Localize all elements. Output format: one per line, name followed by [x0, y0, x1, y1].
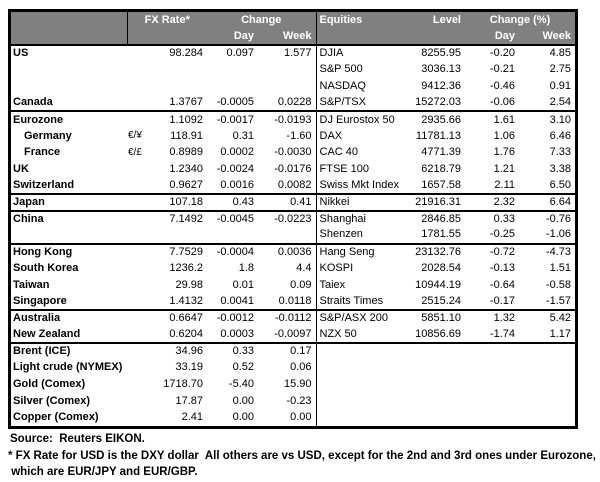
fx-day-change	[207, 227, 258, 244]
equity-name: KOSPI	[316, 260, 402, 277]
currency-pair	[127, 95, 151, 112]
currency-pair	[127, 178, 151, 195]
fx-week-change: -0.0223	[258, 211, 316, 228]
row-label	[11, 78, 127, 95]
equity-week-change: 5.42	[519, 310, 575, 327]
row-label: UK	[13, 162, 29, 175]
equity-week-change: 6.64	[519, 194, 575, 211]
currency-pair	[127, 78, 151, 95]
fx-rate-value: 33.19	[175, 361, 203, 374]
fx-rate-value: 1.3767	[169, 95, 203, 108]
equity-level	[402, 409, 465, 426]
table-row	[11, 244, 575, 261]
currency-pair	[127, 277, 151, 294]
equity-level: 11781.13	[415, 129, 461, 142]
equity-level: 6218.79	[421, 162, 461, 175]
equity-level	[402, 360, 465, 377]
row-label	[11, 62, 127, 79]
equity-level: 5851.10	[402, 310, 465, 327]
currency-pair	[127, 260, 151, 277]
equity-week-change: -1.57	[545, 294, 571, 307]
currency-pair	[127, 409, 151, 426]
fx-day-change: 0.00	[232, 394, 254, 407]
table-row	[11, 376, 575, 393]
table-row	[11, 360, 575, 377]
fx-week-change: -0.0176	[274, 162, 312, 175]
header-fx-week: Week	[258, 28, 316, 45]
fx-week-change: 0.0036	[258, 244, 316, 261]
equity-name: Hang Seng	[316, 244, 402, 261]
equity-name: Nikkei	[316, 194, 402, 211]
equity-level: 10856.69	[415, 327, 461, 340]
equity-day-change	[465, 360, 519, 377]
row-label: South Korea	[13, 262, 79, 275]
row-label: Canada	[13, 95, 53, 108]
fx-week-change: 0.41	[258, 194, 316, 211]
equity-week-change: 6.50	[549, 178, 571, 191]
fx-equities-table-body	[11, 45, 575, 426]
equity-week-change: -1.06	[545, 228, 571, 241]
equity-week-change: 3.38	[549, 162, 571, 175]
table-row	[11, 62, 575, 79]
currency-pair	[127, 194, 151, 211]
equity-name: S&P/TSX	[316, 95, 402, 112]
header-fx-day: Day	[207, 28, 258, 45]
fx-rate-value: 1.1092	[151, 111, 207, 128]
currency-pair	[127, 211, 151, 228]
row-label: US	[11, 45, 127, 62]
equity-name: CAC 40	[316, 144, 402, 161]
header-blank-cell	[402, 28, 465, 45]
fx-rate-value: 118.91	[170, 129, 203, 142]
fx-day-change: 0.01	[232, 278, 254, 291]
fx-equities-table	[11, 12, 575, 426]
currency-pair	[127, 376, 151, 393]
equity-level	[402, 343, 465, 360]
equity-level: 2028.54	[421, 262, 461, 275]
equity-level: 4771.39	[421, 146, 461, 159]
equity-week-change	[519, 393, 575, 410]
fx-rate-value: 1.2340	[169, 162, 203, 175]
equity-week-change: 1.51	[549, 262, 571, 275]
fx-rate-value	[151, 227, 207, 244]
table-row	[11, 260, 575, 277]
table-header	[11, 12, 575, 45]
equity-week-change: 6.46	[549, 129, 571, 142]
equity-level: 21916.31	[402, 194, 465, 211]
header-row-1	[11, 12, 575, 28]
equity-day-change: 1.21	[493, 162, 515, 175]
row-label: Eurozone	[11, 111, 127, 128]
equity-day-change: 1.61	[465, 111, 519, 128]
equity-level: 2515.24	[421, 294, 461, 307]
equity-week-change: 0.91	[549, 79, 571, 92]
currency-pair	[127, 45, 151, 62]
equity-week-change	[519, 343, 575, 360]
equity-week-change	[519, 409, 575, 426]
currency-pair	[127, 327, 151, 344]
fx-week-change: 0.0082	[277, 178, 312, 191]
equity-week-change	[519, 376, 575, 393]
fx-day-change: 0.0002	[220, 146, 254, 159]
fx-week-change	[258, 227, 316, 244]
equity-day-change	[465, 343, 519, 360]
equity-name: DJ Eurostox 50	[316, 111, 402, 128]
fx-rate-value: 1.4132	[169, 294, 203, 307]
table-row	[11, 178, 575, 195]
table-row	[11, 45, 575, 62]
equity-name	[316, 409, 402, 426]
fx-week-change: 0.0118	[278, 294, 312, 307]
header-equity-change-pct: Change (%)	[465, 12, 575, 28]
fx-week-change: -1.60	[286, 129, 312, 142]
table-row	[11, 111, 575, 128]
currency-pair	[127, 227, 151, 244]
header-row-2	[11, 28, 575, 45]
header-blank-cell	[316, 28, 402, 45]
fx-rate-value: 0.6204	[169, 327, 203, 340]
row-label: Copper (Comex)	[13, 411, 99, 424]
fx-day-change: 0.52	[232, 361, 254, 374]
fx-week-change: -0.0030	[274, 146, 312, 159]
fx-week-change: 0.06	[290, 361, 312, 374]
table-row	[11, 161, 575, 178]
table-row	[11, 409, 575, 426]
equity-week-change: 3.10	[519, 111, 575, 128]
row-label: Singapore	[13, 294, 67, 307]
table-row	[11, 393, 575, 410]
currency-pair: €/£	[128, 146, 142, 158]
fx-day-change	[207, 62, 258, 79]
equity-week-change: 1.17	[549, 327, 571, 340]
currency-pair	[127, 393, 151, 410]
equity-day-change	[465, 393, 519, 410]
fx-day-change: 0.0003	[220, 327, 254, 340]
table-row	[11, 293, 575, 310]
table-row	[11, 343, 575, 360]
currency-pair	[127, 244, 151, 261]
table-row	[11, 95, 575, 112]
equity-day-change	[465, 376, 519, 393]
fx-rate-value: 0.6647	[151, 310, 207, 327]
fx-day-change: 0.00	[232, 411, 254, 424]
fx-day-change: -0.0017	[207, 111, 258, 128]
equity-name: Taiex	[316, 277, 402, 294]
row-label: China	[11, 211, 127, 228]
currency-pair: €/¥	[128, 130, 142, 142]
fx-day-change: 0.33	[207, 343, 258, 360]
currency-pair	[127, 360, 151, 377]
equity-level: 23132.76	[402, 244, 465, 261]
equity-name: Swiss Mkt Index	[316, 178, 402, 195]
equity-day-change: -0.13	[489, 262, 515, 275]
fx-rate-value: 1718.70	[163, 378, 203, 391]
fx-day-change: -0.0024	[216, 162, 254, 175]
fx-week-change	[258, 78, 316, 95]
table-row	[11, 310, 575, 327]
table-row	[11, 277, 575, 294]
equity-day-change: 1.76	[493, 146, 515, 159]
equity-level	[402, 393, 465, 410]
equity-week-change: 2.75	[549, 63, 571, 76]
fx-day-change: 0.43	[207, 194, 258, 211]
equity-level: 9412.36	[421, 79, 461, 92]
table-row	[11, 227, 575, 244]
row-label: New Zealand	[13, 327, 81, 340]
equity-day-change: -1.74	[489, 327, 515, 340]
equity-name: S&P 500	[316, 62, 402, 79]
fx-day-change	[207, 78, 258, 95]
equity-name	[316, 376, 402, 393]
fx-week-change: 0.00	[290, 411, 312, 424]
equity-name: Straits Times	[316, 293, 402, 310]
fx-rate-value	[151, 78, 207, 95]
equity-week-change: -0.58	[545, 278, 571, 291]
fx-footnote	[8, 448, 600, 480]
equity-week-change: -4.73	[519, 244, 575, 261]
equity-name: Shanghai	[316, 211, 402, 228]
fx-week-change: 0.09	[290, 278, 312, 291]
equity-day-change: -0.20	[465, 45, 519, 62]
header-level: Level	[402, 12, 465, 28]
row-label: Australia	[11, 310, 127, 327]
equity-day-change: -0.17	[489, 294, 515, 307]
fx-week-change: 0.17	[258, 343, 316, 360]
equity-name: S&P/ASX 200	[316, 310, 402, 327]
equity-day-change: -0.25	[489, 228, 515, 241]
fx-rate-value: 1236.2	[169, 262, 203, 275]
table-row	[11, 211, 575, 228]
currency-pair	[127, 161, 151, 178]
fx-day-change: 0.31	[232, 129, 254, 142]
footnote-line-1: * FX Rate for USD is the DXY dollar All others are vs USD, except for the 2nd and 3rd ones under Eurozone,	[8, 450, 596, 462]
row-label	[11, 227, 127, 244]
fx-rate-value: 7.1492	[151, 211, 207, 228]
header-blank-cell	[11, 12, 127, 28]
equity-day-change: -0.64	[489, 278, 515, 291]
equity-day-change: 1.32	[465, 310, 519, 327]
equity-day-change: 0.33	[465, 211, 519, 228]
fx-rate-value: 107.18	[151, 194, 207, 211]
equity-name: DAX	[316, 128, 402, 145]
equity-level: 2935.66	[402, 111, 465, 128]
equity-day-change: -0.21	[489, 63, 515, 76]
footnote-line-2: which are EUR/JPY and EUR/GBP.	[8, 466, 198, 479]
row-label: Hong Kong	[11, 244, 127, 261]
fx-week-change	[258, 62, 316, 79]
row-label: Gold (Comex)	[13, 378, 86, 391]
equity-day-change: 1.06	[493, 129, 515, 142]
fx-rate-value: 7.7529	[151, 244, 207, 261]
currency-pair	[127, 293, 151, 310]
equity-name	[316, 360, 402, 377]
currency-pair	[127, 111, 151, 128]
row-label: Japan	[11, 194, 127, 211]
equity-day-change: -0.72	[465, 244, 519, 261]
row-label: Taiwan	[13, 278, 50, 291]
row-label: Switzerland	[13, 178, 75, 191]
fx-rate-value: 29.98	[175, 278, 203, 291]
fx-rate-value: 98.284	[151, 45, 207, 62]
equity-day-change: -0.46	[489, 79, 515, 92]
equity-week-change: 2.54	[549, 95, 571, 108]
equity-day-change: -0.06	[489, 95, 515, 108]
header-equities: Equities	[316, 12, 402, 28]
table-row	[11, 327, 575, 344]
fx-week-change: -0.0193	[258, 111, 316, 128]
fx-week-change: -0.23	[286, 394, 312, 407]
equity-day-change: 2.11	[494, 178, 515, 191]
fx-week-change: 1.577	[258, 45, 316, 62]
row-label: Brent (ICE)	[11, 343, 127, 360]
table-row	[11, 128, 575, 145]
equity-name	[316, 343, 402, 360]
currency-pair	[127, 310, 151, 327]
equity-week-change: 4.85	[519, 45, 575, 62]
equity-name: Shenzen	[316, 227, 402, 244]
equity-day-change	[465, 409, 519, 426]
fx-week-change: 0.0228	[277, 95, 312, 108]
header-fx-rate: FX Rate*	[127, 12, 207, 28]
row-label: Light crude (NYMEX)	[13, 361, 123, 374]
table-row	[11, 78, 575, 95]
equity-level: 10944.19	[415, 278, 461, 291]
header-equity-week: Week	[519, 28, 575, 45]
equity-name: NZX 50	[316, 327, 402, 344]
fx-rate-value: 17.87	[175, 394, 203, 407]
equity-name: FTSE 100	[316, 161, 402, 178]
equity-level: 1657.58	[421, 178, 461, 191]
fx-week-change: -0.0097	[274, 327, 312, 340]
row-label: Germany	[24, 129, 72, 142]
currency-pair	[127, 343, 151, 360]
table-row	[11, 194, 575, 211]
fx-week-change: -0.0112	[258, 310, 316, 327]
equity-week-change: 7.33	[549, 146, 571, 159]
equity-level: 15272.03	[415, 95, 461, 108]
equity-name: DJIA	[316, 45, 402, 62]
fx-rate-value	[151, 62, 207, 79]
fx-day-change: 0.097	[207, 45, 258, 62]
fx-rate-value: 0.9627	[169, 178, 203, 191]
fx-week-change: 15.90	[283, 378, 312, 391]
fx-day-change: -0.0005	[216, 95, 254, 108]
fx-rate-value: 34.96	[151, 343, 207, 360]
equity-name: NASDAQ	[316, 78, 402, 95]
row-label: Silver (Comex)	[13, 394, 91, 407]
equity-level: 8255.95	[402, 45, 465, 62]
header-blank-cell	[127, 28, 207, 45]
equity-level	[402, 376, 465, 393]
fx-day-change: 0.0016	[220, 178, 254, 191]
equity-week-change: -0.76	[519, 211, 575, 228]
source-line: Source: Reuters EIKON.	[10, 433, 145, 445]
header-blank-cell	[11, 28, 127, 45]
fx-day-change: -5.40	[228, 378, 254, 391]
equity-name	[316, 393, 402, 410]
currency-pair	[127, 62, 151, 79]
equity-level: 3036.13	[421, 63, 461, 76]
fx-day-change: -0.0004	[207, 244, 258, 261]
fx-rate-value: 0.8989	[169, 146, 203, 159]
table-row	[11, 144, 575, 161]
fx-day-change: 0.0041	[220, 294, 254, 307]
equity-week-change	[519, 360, 575, 377]
equity-level: 1781.55	[421, 228, 461, 241]
fx-day-change: -0.0012	[207, 310, 258, 327]
row-label: France	[24, 146, 61, 159]
fx-day-change: 1.8	[238, 262, 254, 275]
equity-level: 2846.85	[402, 211, 465, 228]
header-fx-change: Change	[207, 12, 316, 28]
fx-week-change: 4.4	[296, 262, 312, 275]
equity-day-change: 2.32	[465, 194, 519, 211]
fx-day-change: -0.0045	[207, 211, 258, 228]
fx-rate-value: 2.41	[181, 411, 203, 424]
header-equity-day: Day	[465, 28, 519, 45]
fx-equities-table-frame	[8, 9, 578, 429]
